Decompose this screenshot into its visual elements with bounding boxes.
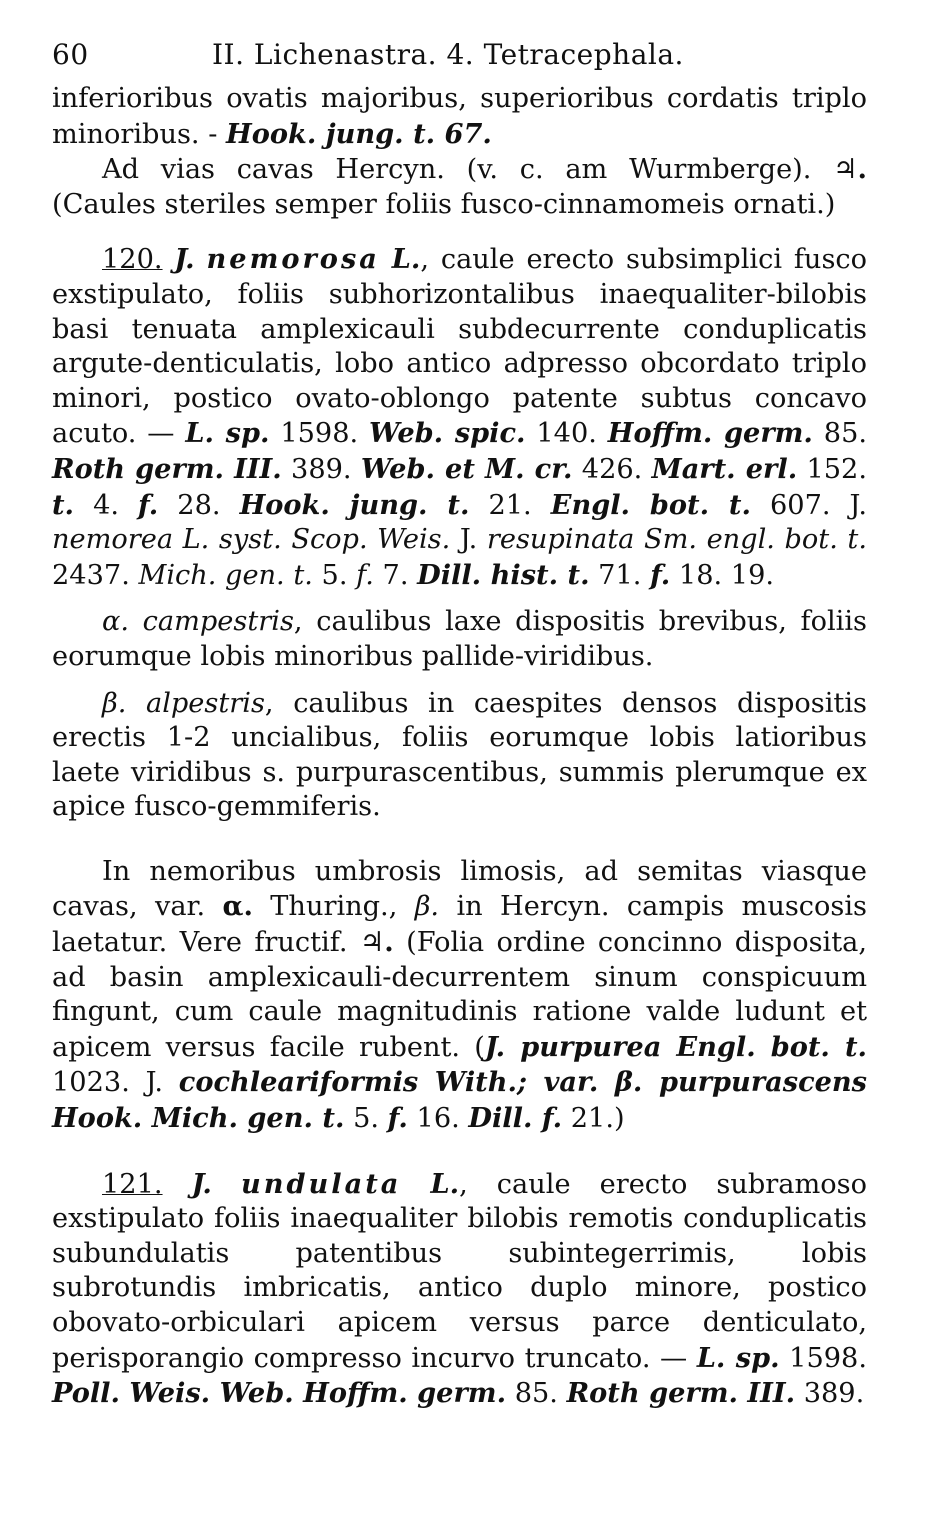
variety-beta-label: β. alpestris	[102, 687, 265, 719]
entry120-ref: t.	[52, 488, 75, 521]
entry120-ref: Web. et M. cr.	[360, 452, 573, 485]
entry121-text: 1598.	[779, 1342, 867, 1374]
habitat-text: Thuring.,	[252, 891, 415, 923]
entry120-diagnosis: , caule erecto subsimplici fusco exstipulato, foliis subhorizontalibus inaequaliter-bilobis basi tenuata amplexicauli subdecurrente conduplicatis argute-denticulatis, lobo antico adpresso obcordato triplo minori, postico ovato-oblongo patente subtus concavo acuto. —	[52, 244, 867, 450]
entry-number-120: 120.	[102, 244, 163, 276]
habitat-ref: Dill. f.	[468, 1102, 563, 1135]
perennial-symbol: ♃.	[359, 926, 394, 959]
entry120-author: L.	[391, 243, 421, 276]
entry120-text: 71.	[589, 559, 651, 591]
entry120-ref: f.	[138, 488, 159, 521]
habitat-paragraph-120	[52, 855, 867, 1137]
entry121-species: undulata	[240, 1167, 402, 1200]
habitat-ref: cochleariformis With.; var. β. purpurascens Hook. Mich. gen. t.	[52, 1066, 867, 1135]
para1-reference: Hook. jung. t. 67.	[226, 117, 492, 150]
variety-alpha-label: α. campestris	[102, 606, 294, 638]
entry120-text: 389.	[281, 453, 361, 485]
entry120-text: J.	[450, 524, 487, 556]
entry120-ref: Hoffm. germ.	[607, 417, 813, 450]
variety-beta-text: , caulibus in caespites densos dispositis erectis 1-2 uncialibus, foliis eorumque lobis latioribus laete viridibus s. purpurascentibus, summis plerumque ex apice fusco-gemmiferis.	[52, 687, 868, 823]
variety-alpha-text: , caulibus laxe dispositis brevibus, foliis eorumque lobis minoribus pallide-viridibus.	[52, 606, 867, 672]
habitat-text: 16.	[407, 1103, 469, 1135]
habitat-text: 5.	[344, 1103, 388, 1135]
entry121-author: L.	[430, 1167, 460, 1200]
entry121-text: 85.	[506, 1378, 567, 1410]
para2-text: Ad vias cavas Hercyn. (v. c. am Wurmberge).	[102, 154, 834, 186]
book-page	[52, 28, 867, 1412]
habitat-text: 1023. J.	[52, 1067, 179, 1099]
entry120-text: 4.	[74, 489, 139, 521]
page-header	[52, 28, 867, 82]
entry120-ref: resupinata Sm. engl. bot. t.	[486, 524, 867, 556]
habitat-text: 21.)	[562, 1103, 625, 1135]
entry120-text: 152.	[797, 453, 867, 485]
habitat-variety-beta: β.	[414, 891, 440, 923]
entry120-text: 28.	[158, 489, 240, 521]
habitat-variety-alpha: α.	[222, 890, 253, 923]
entry120-ref: f.	[650, 558, 671, 591]
entry121-ref: Roth germ. III.	[566, 1377, 796, 1410]
habitat-ref: J. purpurea Engl. bot. t.	[484, 1030, 867, 1063]
entry120-ref: Hook. jung. t.	[239, 488, 470, 521]
entry120-text: 607. J.	[750, 489, 867, 521]
species-entry-121	[52, 1167, 867, 1412]
entry121-genus: J.	[191, 1167, 212, 1200]
entry120-text: 21.	[469, 489, 551, 521]
species-entry-120	[52, 242, 867, 593]
habitat-ref: f.	[387, 1102, 408, 1135]
entry120-ref: Mart. erl.	[651, 452, 798, 485]
variety-beta	[52, 687, 867, 825]
entry120-text: 426.	[572, 453, 652, 485]
entry121-text: 389.	[795, 1378, 865, 1410]
entry120-ref: Roth germ. III.	[52, 452, 282, 485]
entry120-text: 18. 19.	[670, 559, 775, 591]
entry120-ref: Engl. bot. t.	[550, 488, 751, 521]
entry120-text: 1598.	[269, 418, 370, 450]
entry120-ref: nemorea L. syst. Scop. Weis.	[52, 524, 451, 556]
habitat-text: (Folia ordine concinno disposita, ad basin amplexicauli-decurrentem sinum conspicuum fingunt, cum caule magnitudinis ratione valde ludunt et apicem versus facile rubent. (	[52, 927, 867, 1063]
entry120-ref: Web. spic.	[369, 417, 526, 450]
entry120-genus: J.	[174, 243, 195, 276]
habitat-text: In nemoribus umbrosis limosis, ad semitas viasque cavas, var.	[52, 855, 867, 923]
entry-number-121: 121.	[102, 1168, 163, 1200]
para1-text: inferioribus ovatis majoribus, superioribus cordatis triplo minoribus. -	[52, 83, 867, 150]
entry120-text: 2437.	[52, 559, 139, 591]
entry120-text: 5.	[312, 559, 357, 591]
entry120-ref: Dill. hist. t.	[417, 558, 590, 591]
entry120-text: 85.	[812, 418, 868, 450]
habitat-text: in Hercyn. campis muscosis laetatur. Vere fructif.	[52, 891, 867, 959]
entry120-ref: f.	[356, 559, 374, 591]
variety-alpha	[52, 605, 867, 674]
entry120-text: 140.	[525, 418, 608, 450]
entry121-ref: Poll. Weis. Web. Hoffm. germ.	[52, 1377, 507, 1410]
page-number: 60	[52, 38, 89, 71]
entry120-ref: Mich. gen. t.	[138, 559, 313, 591]
entry120-ref: L. sp.	[185, 417, 270, 450]
perennial-symbol: ♃.	[833, 153, 867, 186]
running-title: II. Lichenastra. 4. Tetracephala.	[212, 38, 684, 71]
entry121-diagnosis: , caule erecto subramoso exstipulato foliis inaequaliter bilobis remotis conduplicatis subundulatis patentibus subintegerrimis, lobis subrotundis imbricatis, antico duplo minore, postico obovato-orbiculari apicem versus parce denticulato, perisporangio compresso incurvo truncato. —	[52, 1168, 867, 1374]
para2-text-2: (Caules steriles semper foliis fusco-cinnamomeis ornati.)	[52, 188, 836, 220]
entry121-ref: L. sp.	[696, 1341, 780, 1374]
entry120-text: 7.	[373, 559, 418, 591]
entry120-species: nemorosa	[206, 243, 380, 276]
habitat-paragraph-119	[52, 152, 867, 222]
continuation-paragraph	[52, 82, 867, 152]
